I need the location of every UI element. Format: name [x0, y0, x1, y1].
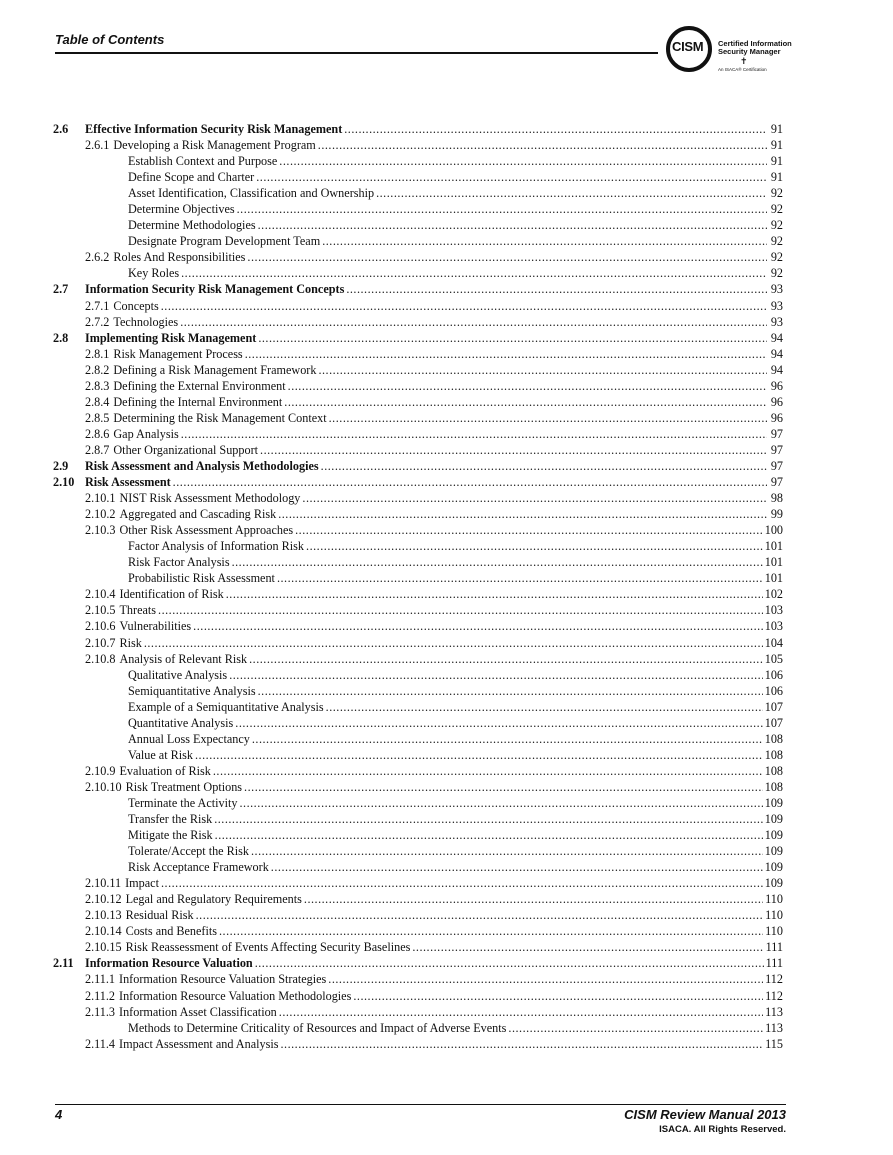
toc-entry-page: 100	[764, 523, 783, 538]
toc-entry-page: 93	[770, 314, 783, 329]
toc-entry-label: Tolerate/Accept the Risk	[128, 844, 249, 859]
toc-entry-page: 92	[770, 186, 783, 201]
toc-entry-page: 92	[770, 266, 783, 281]
toc-entry-number: 2.10.6	[85, 619, 116, 634]
toc-entry-label: Effective Information Security Risk Management	[85, 122, 343, 136]
toc-entry-page: 108	[764, 779, 783, 794]
toc-entry[interactable]	[53, 442, 783, 458]
toc-entry-number: 2.6	[53, 122, 69, 136]
toc-entry-page: 108	[764, 731, 783, 746]
toc-dot-leader	[256, 169, 767, 185]
toc-entry-label: Define Scope and Charter	[128, 170, 255, 185]
toc-dot-leader	[278, 506, 767, 522]
toc-dot-leader	[239, 795, 762, 811]
toc-entry-page: 107	[764, 699, 783, 714]
toc-dot-leader	[161, 298, 767, 314]
toc-entry[interactable]	[53, 410, 783, 426]
toc-entry[interactable]	[53, 281, 783, 297]
toc-entry-number: 2.11.2	[85, 988, 116, 1003]
toc-entry-label: Risk Assessment	[85, 475, 171, 490]
toc-dot-leader	[328, 971, 763, 987]
toc-entry-page: 92	[770, 202, 783, 217]
toc-entry-page: 91	[770, 122, 783, 136]
toc-entry-label: Key Roles	[128, 266, 180, 281]
toc-dot-leader	[232, 554, 763, 570]
toc-entry-label: Impact	[125, 876, 159, 891]
toc-entry-label: Determine Methodologies	[128, 218, 256, 233]
toc-entry-page: 96	[770, 394, 783, 409]
toc-dot-leader	[193, 618, 763, 634]
toc-entry[interactable]	[53, 618, 783, 634]
toc-dot-leader	[322, 233, 767, 249]
toc-entry-page: 99	[770, 507, 783, 522]
toc-entry-number: 2.10	[53, 475, 75, 490]
toc-entry-number: 2.10.4	[85, 587, 116, 602]
toc-entry-number: 2.8.7	[85, 442, 110, 457]
toc-dot-leader	[344, 121, 767, 137]
toc-dot-leader	[302, 490, 767, 506]
toc-entry-label: Other Organizational Support	[113, 442, 259, 457]
toc-entry-page: 109	[764, 828, 783, 843]
cism-logo-acronym: CISM	[672, 39, 704, 54]
toc-entry-page: 104	[764, 635, 783, 650]
toc-entry-label: Defining the External Environment	[113, 378, 286, 393]
toc-entry-page: 94	[770, 330, 783, 345]
toc-entry-label: Information Security Risk Management Concepts	[85, 282, 345, 297]
toc-dot-leader	[284, 394, 767, 410]
toc-entry[interactable]	[53, 843, 783, 859]
toc-entry-label: Defining the Internal Environment	[113, 394, 283, 409]
toc-entry-number: 2.10.5	[85, 603, 116, 618]
toc-entry-number: 2.8.1	[85, 346, 110, 361]
toc-entry-label: Semiquantitative Analysis	[128, 683, 256, 698]
toc-dot-leader	[244, 779, 763, 795]
toc-entry-label: Asset Identification, Classification and Ownership	[128, 186, 375, 201]
toc-entry[interactable]	[53, 249, 783, 265]
toc-entry[interactable]	[53, 715, 783, 731]
toc-entry-label: Developing a Risk Management Program	[113, 138, 316, 153]
page-header-title: Table of Contents	[55, 32, 165, 47]
toc-dot-leader	[181, 426, 767, 442]
toc-dot-leader	[196, 907, 764, 923]
toc-entry[interactable]	[53, 458, 783, 474]
toc-entry-number: 2.6.2	[85, 250, 110, 265]
toc-dot-leader	[213, 763, 763, 779]
toc-entry-number: 2.10.8	[85, 651, 116, 666]
toc-entry[interactable]	[53, 971, 783, 987]
toc-dot-leader	[318, 137, 767, 153]
toc-entry-label: Defining a Risk Management Framework	[113, 362, 317, 377]
toc-entry-number: 2.7.2	[85, 314, 110, 329]
toc-dot-leader	[214, 811, 763, 827]
toc-dot-leader	[215, 827, 763, 843]
toc-entry-label: Information Resource Valuation Methodologies	[119, 988, 352, 1003]
toc-entry-label: Mitigate the Risk	[128, 828, 213, 843]
toc-dot-leader	[180, 314, 767, 330]
toc-entry-number: 2.10.13	[85, 908, 122, 923]
toc-entry-number: 2.10.15	[85, 940, 122, 955]
toc-dot-leader	[158, 602, 763, 618]
toc-entry-page: 92	[770, 234, 783, 249]
toc-entry[interactable]	[53, 522, 783, 538]
toc-dot-leader	[277, 570, 763, 586]
toc-entry[interactable]	[53, 602, 783, 618]
toc-entry-number: 2.11.1	[85, 972, 116, 987]
toc-dot-leader	[295, 522, 763, 538]
toc-entry-number: 2.8.5	[85, 410, 110, 425]
toc-entry-page: 92	[770, 250, 783, 265]
header-rule	[55, 52, 658, 54]
toc-entry-page: 102	[764, 587, 783, 602]
toc-entry-label: Establish Context and Purpose	[128, 154, 278, 169]
toc-dot-leader	[226, 586, 763, 602]
toc-entry-number: 2.8.2	[85, 362, 110, 377]
toc-dot-leader	[318, 362, 767, 378]
toc-dot-leader	[237, 201, 767, 217]
toc-entry[interactable]	[53, 795, 783, 811]
toc-dot-leader	[258, 217, 767, 233]
toc-entry-label: Concepts	[113, 298, 159, 313]
toc-entry[interactable]	[53, 651, 783, 667]
toc-entry-page: 109	[764, 812, 783, 827]
toc-entry[interactable]	[53, 298, 783, 314]
toc-entry-page: 91	[770, 154, 783, 169]
toc-entry-label: Risk Reassessment of Events Affecting Security Baselines	[125, 940, 411, 955]
toc-entry[interactable]	[53, 907, 783, 923]
toc-entry-number: 2.8.6	[85, 426, 110, 441]
toc-entry-page: 91	[770, 170, 783, 185]
toc-entry-page: 108	[764, 747, 783, 762]
toc-entry-number: 2.8.4	[85, 394, 110, 409]
toc-entry-label: Information Resource Valuation Strategies	[119, 972, 327, 987]
toc-entry-label: Risk Assessment and Analysis Methodologies	[85, 458, 319, 473]
toc-entry-number: 2.9	[53, 458, 69, 473]
toc-entry[interactable]	[53, 153, 783, 169]
toc-entry-page: 103	[764, 619, 783, 634]
toc-entry[interactable]	[53, 1004, 783, 1020]
toc-dot-leader	[280, 1036, 763, 1052]
toc-entry[interactable]	[53, 779, 783, 795]
toc-dot-leader	[329, 410, 767, 426]
toc-entry-page: 93	[770, 282, 783, 297]
toc-dot-leader	[249, 651, 763, 667]
toc-entry-page: 91	[770, 138, 783, 153]
toc-dot-leader	[326, 699, 763, 715]
toc-entry-number: 2.10.14	[85, 924, 122, 939]
toc-entry-label: Gap Analysis	[113, 426, 179, 441]
footer-title: CISM Review Manual 2013	[624, 1107, 786, 1122]
toc-entry[interactable]	[53, 955, 783, 971]
toc-entry-number: 2.10.9	[85, 763, 116, 778]
toc-entry-label: Threats	[119, 603, 157, 618]
toc-entry-number: 2.10.12	[85, 892, 122, 907]
toc-entry-number: 2.8.3	[85, 378, 110, 393]
toc-entry-page: 111	[765, 940, 783, 955]
toc-entry-page: 97	[770, 475, 783, 490]
toc-entry[interactable]	[53, 875, 783, 891]
toc-entry-page: 96	[770, 410, 783, 425]
toc-entry-label: Determining the Risk Management Context	[113, 410, 327, 425]
toc-dot-leader	[252, 731, 763, 747]
toc-entry[interactable]	[53, 314, 783, 330]
toc-entry[interactable]	[53, 217, 783, 233]
toc-entry-number: 2.10.3	[85, 523, 116, 538]
toc-entry[interactable]	[53, 747, 783, 763]
toc-entry-label: Annual Loss Expectancy	[128, 731, 250, 746]
footer-rule	[55, 1104, 786, 1105]
toc-entry-page: 93	[770, 298, 783, 313]
toc-entry-page: 94	[770, 362, 783, 377]
toc-entry-label: Risk Management Process	[113, 346, 243, 361]
toc-entry-page: 108	[764, 763, 783, 778]
toc-entry[interactable]	[53, 827, 783, 843]
toc-entry-number: 2.10.1	[85, 491, 116, 506]
toc-entry[interactable]	[53, 763, 783, 779]
toc-entry[interactable]	[53, 474, 783, 490]
toc-dot-leader	[306, 538, 763, 554]
toc-entry[interactable]	[53, 426, 783, 442]
toc-dot-leader	[229, 667, 763, 683]
toc-dot-leader	[181, 265, 767, 281]
toc-entry-number: 2.11.4	[85, 1036, 116, 1051]
toc-entry[interactable]	[53, 265, 783, 281]
toc-entry-label: Vulnerabilities	[119, 619, 192, 634]
toc-entry-label: Legal and Regulatory Requirements	[125, 892, 302, 907]
toc-entry-label: Information Asset Classification	[119, 1004, 277, 1019]
toc-entry-label: Other Risk Assessment Approaches	[119, 523, 294, 538]
toc-entry[interactable]	[53, 538, 783, 554]
toc-entry-number: 2.6.1	[85, 138, 110, 153]
toc-entry-label: Factor Analysis of Information Risk	[128, 539, 305, 554]
cism-logo-line1: Certified Information	[718, 39, 792, 48]
toc-entry-label: Probabilistic Risk Assessment	[128, 571, 275, 586]
toc-dot-leader	[258, 330, 767, 346]
toc-entry-page: 109	[764, 876, 783, 891]
toc-entry-page: 97	[770, 442, 783, 457]
toc-dot-leader	[353, 988, 763, 1004]
toc-entry[interactable]	[53, 362, 783, 378]
cism-logo-subtext: An ISACA® Certification	[718, 67, 767, 72]
toc-entry[interactable]	[53, 233, 783, 249]
toc-dot-leader	[346, 281, 767, 297]
toc-entry[interactable]	[53, 137, 783, 153]
toc-entry-label: Information Resource Valuation	[85, 956, 253, 971]
toc-entry-number: 2.10.10	[85, 779, 122, 794]
cross-icon: ✝	[740, 56, 748, 66]
toc-entry[interactable]	[53, 570, 783, 586]
toc-entry-number: 2.10.7	[85, 635, 116, 650]
toc-entry-page: 109	[764, 795, 783, 810]
toc-entry-number: 2.10.11	[85, 876, 122, 891]
toc-dot-leader	[235, 715, 762, 731]
toc-entry-label: Technologies	[113, 314, 179, 329]
toc-entry[interactable]	[53, 683, 783, 699]
cism-logo	[666, 26, 796, 80]
footer-rights: ISACA. All Rights Reserved.	[659, 1124, 786, 1135]
toc-dot-leader	[247, 249, 767, 265]
toc-entry-page: 96	[770, 378, 783, 393]
toc-dot-leader	[255, 955, 764, 971]
toc-entry-page: 101	[764, 555, 783, 570]
toc-entry-label: Qualitative Analysis	[128, 667, 228, 682]
toc-dot-leader	[304, 891, 763, 907]
toc-entry-label: Methods to Determine Criticality of Resources and Impact of Adverse Events	[128, 1020, 507, 1035]
toc-entry-label: Evaluation of Risk	[119, 763, 211, 778]
toc-entry[interactable]	[53, 731, 783, 747]
toc-entry-label: Identification of Risk	[119, 587, 224, 602]
toc-entry-label: Residual Risk	[125, 908, 194, 923]
toc-entry-page: 111	[765, 956, 783, 971]
toc-dot-leader	[161, 875, 763, 891]
toc-entry[interactable]	[53, 699, 783, 715]
toc-entry[interactable]	[53, 586, 783, 602]
toc-entry[interactable]	[53, 490, 783, 506]
toc-entry[interactable]	[53, 1020, 783, 1036]
toc-entry-page: 97	[770, 458, 783, 473]
toc-entry[interactable]	[53, 939, 783, 955]
toc-entry[interactable]	[53, 554, 783, 570]
toc-entry-page: 106	[764, 683, 783, 698]
toc-entry-page: 109	[764, 860, 783, 875]
toc-entry-label: Implementing Risk Management	[85, 330, 257, 345]
toc-dot-leader	[376, 185, 767, 201]
toc-dot-leader	[508, 1020, 763, 1036]
toc-entry-label: Example of a Semiquantitative Analysis	[128, 699, 324, 714]
toc-entry-page: 97	[770, 426, 783, 441]
toc-entry-page: 113	[765, 1020, 783, 1035]
cism-logo-line2: Security Manager	[718, 47, 781, 56]
toc-entry[interactable]	[53, 811, 783, 827]
toc-entry-page: 112	[765, 972, 783, 987]
toc-entry-label: Risk Factor Analysis	[128, 555, 230, 570]
toc-entry-page: 110	[765, 924, 783, 939]
toc-entry-label: Terminate the Activity	[128, 795, 238, 810]
toc-dot-leader	[251, 843, 763, 859]
footer-page-number: 4	[55, 1107, 63, 1122]
toc-entry[interactable]	[53, 988, 783, 1004]
toc-entry[interactable]	[53, 346, 783, 362]
toc-entry-label: Designate Program Development Team	[128, 234, 321, 249]
toc-entry-label: Determine Objectives	[128, 202, 235, 217]
toc-entry-label: Impact Assessment and Analysis	[119, 1036, 279, 1051]
toc-entry[interactable]	[53, 330, 783, 346]
toc-entry-page: 103	[764, 603, 783, 618]
toc-dot-leader	[260, 442, 767, 458]
toc-dot-leader	[279, 1004, 763, 1020]
toc-entry-label: Risk	[119, 635, 142, 650]
toc-entry-page: 112	[765, 988, 783, 1003]
toc-dot-leader	[219, 923, 763, 939]
toc-entry-page: 110	[765, 908, 783, 923]
toc-entry-page: 109	[764, 844, 783, 859]
toc-dot-leader	[173, 474, 767, 490]
toc-dot-leader	[288, 378, 767, 394]
toc-entry-page: 106	[764, 667, 783, 682]
toc-entry-number: 2.11	[53, 956, 74, 971]
toc-entry[interactable]	[53, 506, 783, 522]
toc-entry-label: Transfer the Risk	[128, 812, 213, 827]
toc-entry-page: 101	[764, 539, 783, 554]
toc-entry[interactable]	[53, 667, 783, 683]
toc-entry[interactable]	[53, 394, 783, 410]
toc-entry-label: Value at Risk	[128, 747, 193, 762]
toc-dot-leader	[271, 859, 763, 875]
toc-entry[interactable]	[53, 121, 783, 137]
toc-entry-number: 2.11.3	[85, 1004, 116, 1019]
toc-entry-page: 110	[765, 892, 783, 907]
table-of-contents	[53, 121, 783, 1052]
toc-entry-page: 107	[764, 715, 783, 730]
toc-entry-label: Analysis of Relevant Risk	[119, 651, 248, 666]
toc-dot-leader	[144, 635, 763, 651]
toc-entry[interactable]	[53, 185, 783, 201]
toc-entry-number: 2.7.1	[85, 298, 110, 313]
toc-entry[interactable]	[53, 635, 783, 651]
toc-entry-page: 113	[765, 1004, 783, 1019]
toc-entry-label: Roles And Responsibilities	[113, 250, 246, 265]
toc-entry-label: Costs and Benefits	[125, 924, 217, 939]
toc-entry-label: Risk Treatment Options	[125, 779, 243, 794]
toc-entry-label: Risk Acceptance Framework	[128, 860, 269, 875]
toc-entry[interactable]	[53, 201, 783, 217]
toc-entry-page: 115	[765, 1036, 783, 1051]
toc-dot-leader	[279, 153, 767, 169]
toc-entry[interactable]	[53, 923, 783, 939]
toc-entry[interactable]	[53, 891, 783, 907]
toc-dot-leader	[412, 939, 763, 955]
toc-dot-leader	[258, 683, 763, 699]
toc-entry-page: 94	[770, 346, 783, 361]
toc-entry-page: 92	[770, 218, 783, 233]
toc-entry-page: 105	[764, 651, 783, 666]
cism-logo-text	[718, 40, 792, 56]
toc-entry[interactable]	[53, 169, 783, 185]
toc-entry-page: 101	[764, 571, 783, 586]
toc-entry-number: 2.7	[53, 282, 69, 297]
toc-entry-label: Aggregated and Cascading Risk	[119, 507, 277, 522]
toc-entry[interactable]	[53, 378, 783, 394]
toc-entry-number: 2.10.2	[85, 507, 116, 522]
toc-entry[interactable]	[53, 1036, 783, 1052]
toc-dot-leader	[245, 346, 767, 362]
toc-entry-label: NIST Risk Assessment Methodology	[119, 491, 301, 506]
toc-entry-number: 2.8	[53, 330, 69, 345]
toc-dot-leader	[321, 458, 767, 474]
toc-entry[interactable]	[53, 859, 783, 875]
toc-entry-label: Quantitative Analysis	[128, 715, 234, 730]
toc-entry-page: 98	[770, 491, 783, 506]
toc-dot-leader	[195, 747, 763, 763]
